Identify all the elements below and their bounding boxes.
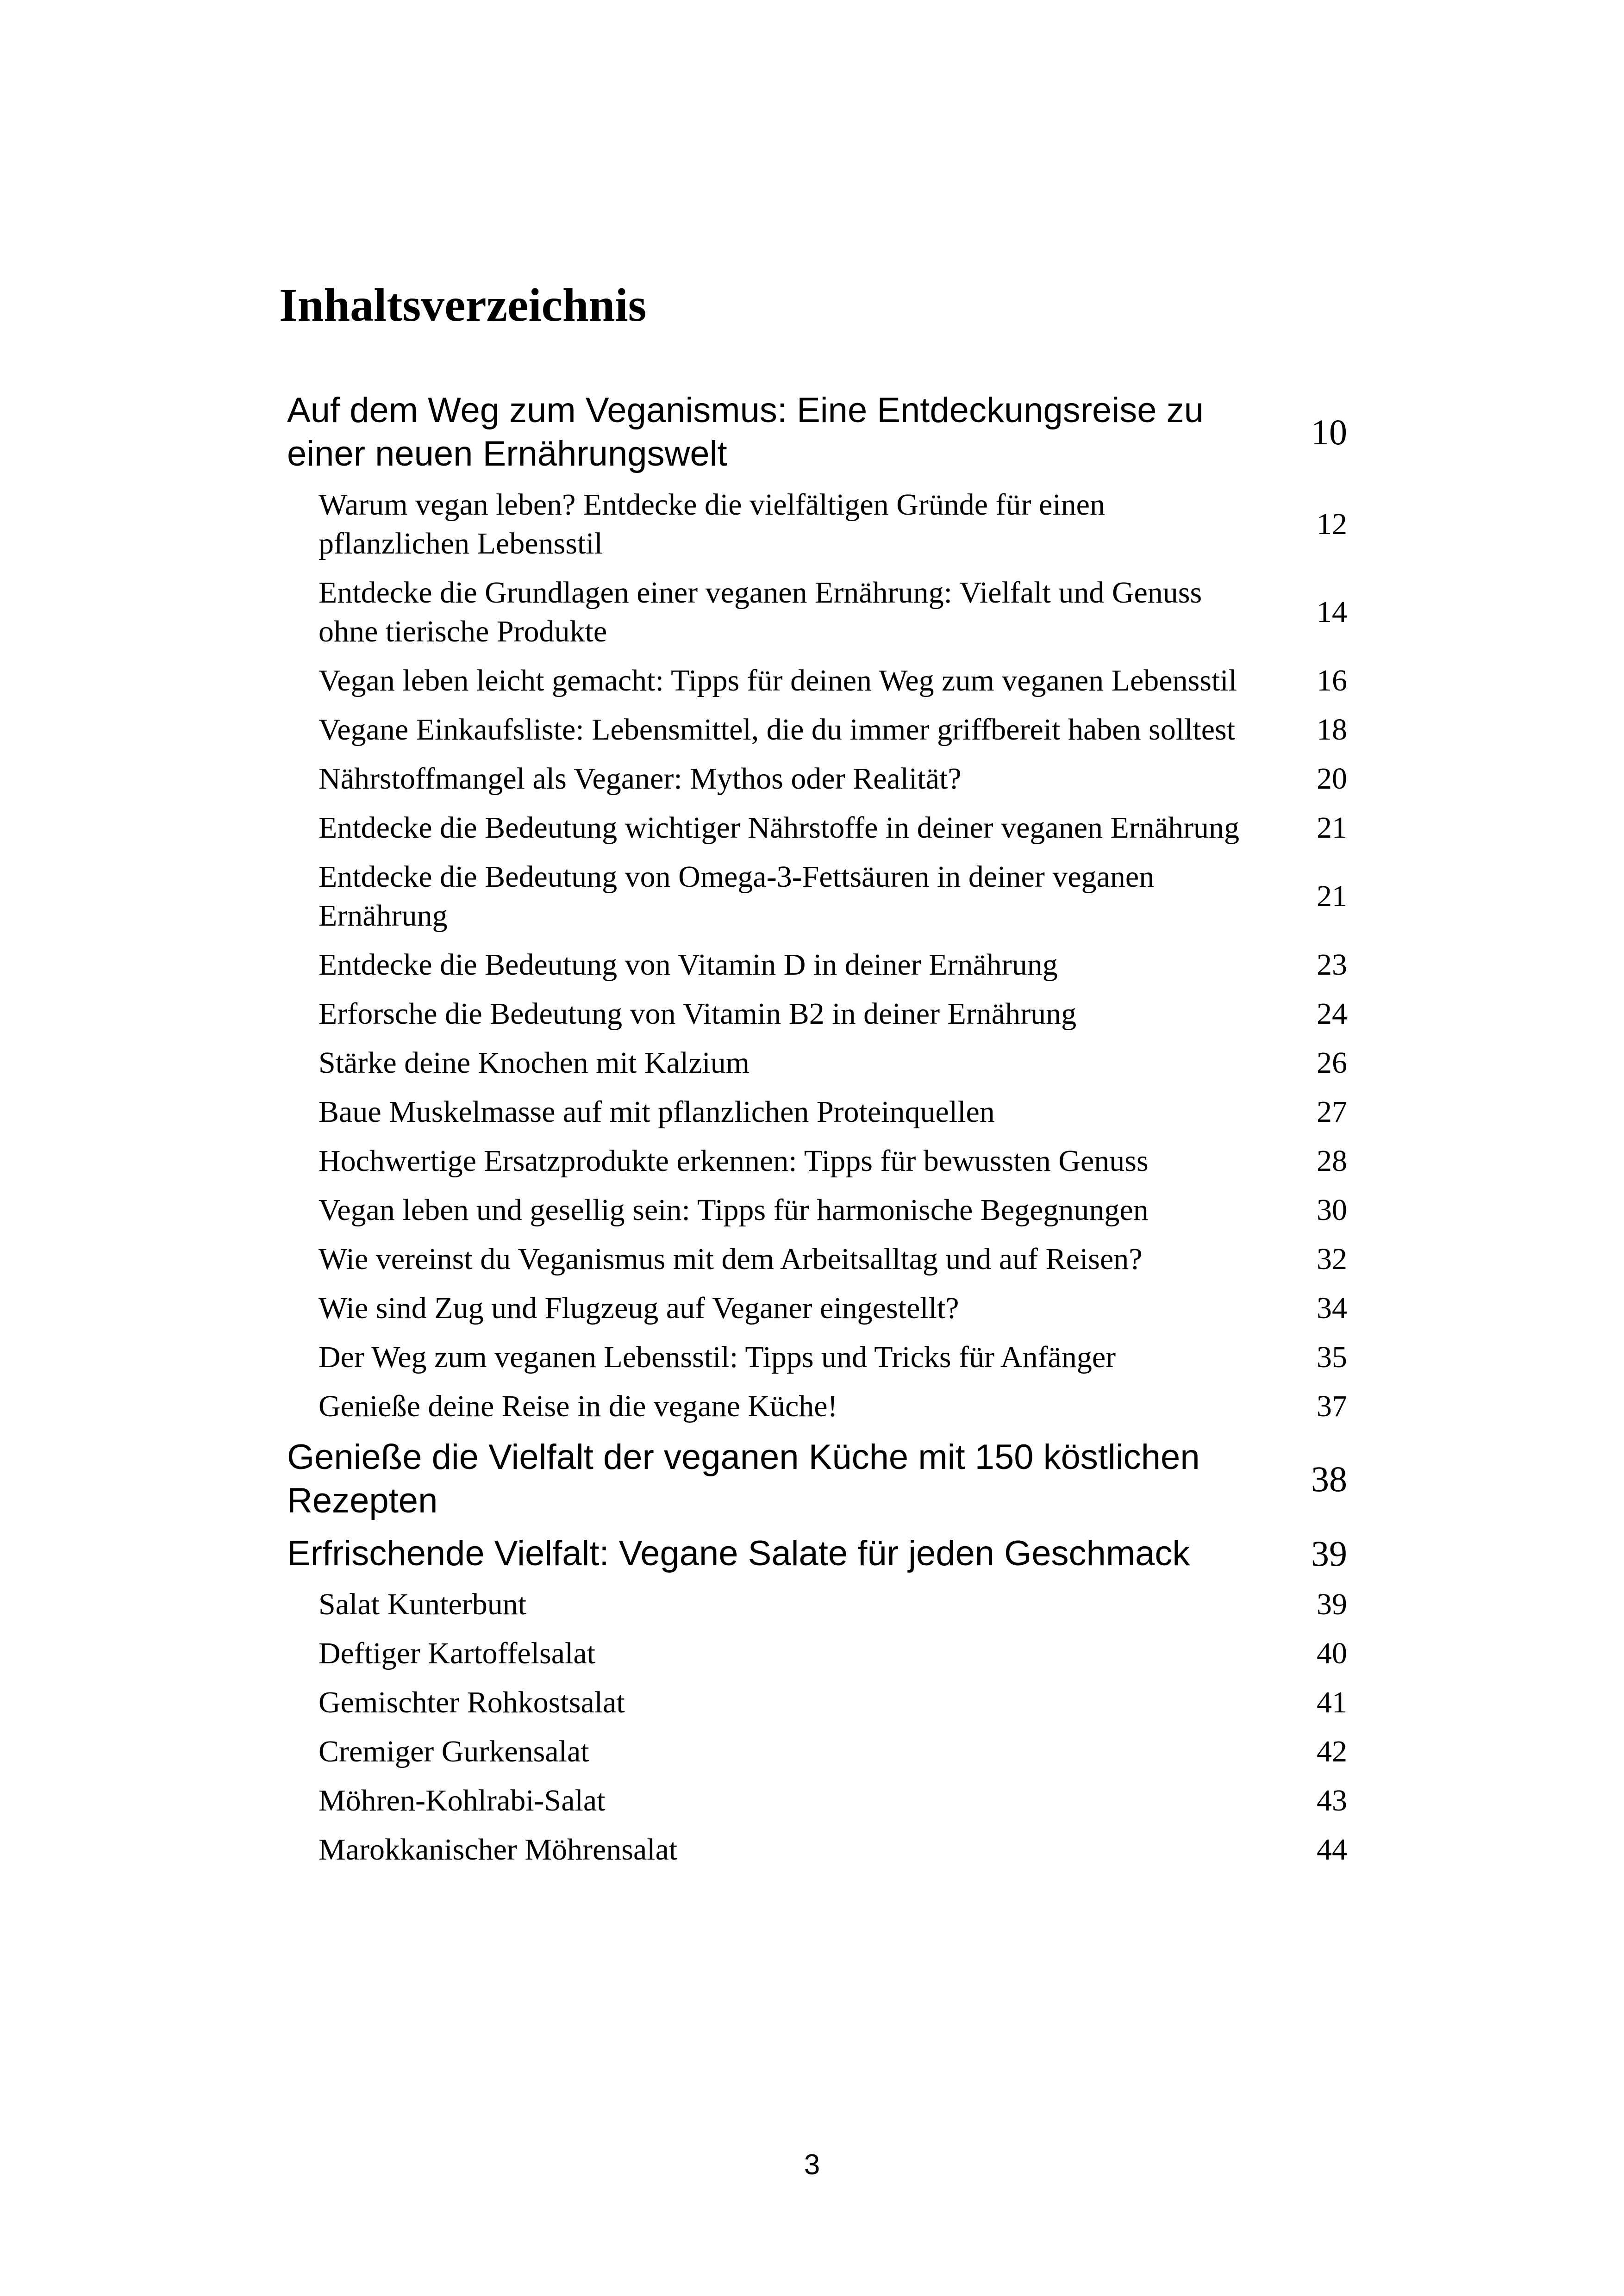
toc-entry-title: Vegan leben und gesellig sein: Tipps für harmonische Begegnungen: [319, 1193, 1149, 1227]
toc-section-entry[interactable]: [287, 754, 1347, 803]
toc-section-entry[interactable]: [287, 1284, 1347, 1333]
toc-entry-page: 38: [1311, 1459, 1347, 1499]
toc-entry-title: Cremiger Gurkensalat: [319, 1735, 589, 1768]
toc-entry-page: 37: [1317, 1389, 1347, 1423]
toc-entry-page: 40: [1317, 1636, 1347, 1670]
toc-entry-title: Nährstoffmangel als Veganer: Mythos oder Realität?: [319, 762, 962, 796]
page-number: 3: [804, 2149, 820, 2181]
toc-entry-title: Baue Muskelmasse auf mit pflanzlichen Proteinquellen: [319, 1095, 995, 1129]
toc-entry-page: 30: [1317, 1193, 1347, 1227]
toc-entry-title: Erforsche die Bedeutung von Vitamin B2 in deiner Ernährung: [319, 997, 1077, 1031]
toc-entry-title: Entdecke die Bedeutung wichtiger Nährstoffe in deiner veganen Ernährung: [319, 811, 1240, 845]
toc-entry-page: 42: [1317, 1735, 1347, 1768]
toc-entry-title: Deftiger Kartoffelsalat: [319, 1636, 595, 1670]
toc-entry-title: Auf dem Weg zum Veganismus: Eine Entdeckungsreise zu einer neuen Ernährungswelt: [287, 391, 1204, 473]
toc-section-entry[interactable]: [287, 1580, 1347, 1629]
toc-entry-title: Warum vegan leben? Entdecke die vielfältigen Gründe für einen pflanzlichen Lebensstil: [319, 488, 1105, 560]
toc-entry-page: 24: [1317, 997, 1347, 1031]
toc-entry-title: Salat Kunterbunt: [319, 1587, 527, 1621]
toc-entry-page: 41: [1317, 1686, 1347, 1719]
toc-entry-page: 27: [1317, 1095, 1347, 1129]
toc-entry-title: Wie sind Zug und Flugzeug auf Veganer eingestellt?: [319, 1291, 959, 1325]
toc-entry-page: 14: [1317, 595, 1347, 629]
toc-entry-page: 10: [1311, 412, 1347, 452]
toc-entry-title: Erfrischende Vielfalt: Vegane Salate für jeden Geschmack: [287, 1534, 1190, 1573]
toc-entry-title: Wie vereinst du Veganismus mit dem Arbeitsalltag und auf Reisen?: [319, 1242, 1143, 1276]
toc-section-entry[interactable]: [287, 1235, 1347, 1284]
toc-section-entry[interactable]: [287, 1776, 1347, 1825]
toc-entry-page: 26: [1317, 1046, 1347, 1080]
toc-section-entry[interactable]: [287, 480, 1347, 568]
toc-entry-title: Entdecke die Grundlagen einer veganen Ernährung: Vielfalt und Genuss ohne tierische Produkte: [319, 576, 1202, 648]
page-title: Inhaltsverzeichnis: [279, 279, 647, 331]
toc-entry-title: Genieße die Vielfalt der veganen Küche mit 150 köstlichen Rezepten: [287, 1437, 1200, 1520]
toc-entry-page: 12: [1317, 507, 1347, 541]
toc-entry-page: 44: [1317, 1833, 1347, 1867]
toc-section-entry[interactable]: [287, 1088, 1347, 1137]
toc-section-entry[interactable]: [287, 1727, 1347, 1776]
toc-section-entry[interactable]: [287, 1186, 1347, 1235]
toc-chapter-entry[interactable]: [287, 1527, 1347, 1580]
toc-entry-page: 35: [1317, 1340, 1347, 1374]
toc-section-entry[interactable]: [287, 989, 1347, 1039]
toc-section-entry[interactable]: [287, 803, 1347, 852]
toc-section-entry[interactable]: [287, 568, 1347, 656]
toc-entry-page: 39: [1311, 1533, 1347, 1574]
toc-entry-title: Entdecke die Bedeutung von Omega-3-Fettsäuren in deiner veganen Ernährung: [319, 860, 1155, 933]
toc-entry-title: Marokkanischer Möhrensalat: [319, 1833, 678, 1867]
toc-entry-title: Vegan leben leicht gemacht: Tipps für deinen Weg zum veganen Lebensstil: [319, 664, 1237, 697]
toc-section-entry[interactable]: [287, 940, 1347, 989]
toc-entry-page: 23: [1317, 948, 1347, 982]
table-of-contents: [287, 384, 1347, 1874]
toc-section-entry[interactable]: [287, 1825, 1347, 1874]
toc-chapter-entry[interactable]: [287, 1431, 1347, 1527]
toc-entry-title: Der Weg zum veganen Lebensstil: Tipps und Tricks für Anfänger: [319, 1340, 1116, 1374]
toc-entry-title: Vegane Einkaufsliste: Lebensmittel, die du immer griffbereit haben solltest: [319, 713, 1236, 747]
toc-entry-page: 18: [1317, 713, 1347, 747]
toc-entry-page: 34: [1317, 1291, 1347, 1325]
toc-section-entry[interactable]: [287, 1629, 1347, 1678]
toc-chapter-entry[interactable]: [287, 384, 1347, 480]
toc-entry-page: 39: [1317, 1587, 1347, 1621]
toc-section-entry[interactable]: [287, 705, 1347, 754]
toc-section-entry[interactable]: [287, 1137, 1347, 1186]
toc-section-entry[interactable]: [287, 1039, 1347, 1088]
toc-section-entry[interactable]: [287, 1333, 1347, 1382]
toc-entry-page: 16: [1317, 664, 1347, 697]
toc-section-entry[interactable]: [287, 656, 1347, 705]
toc-entry-page: 21: [1317, 811, 1347, 845]
toc-entry-page: 20: [1317, 762, 1347, 796]
toc-entry-page: 21: [1317, 879, 1347, 913]
toc-entry-title: Möhren-Kohlrabi-Salat: [319, 1784, 606, 1817]
toc-entry-page: 43: [1317, 1784, 1347, 1817]
toc-section-entry[interactable]: [287, 852, 1347, 940]
toc-entry-title: Entdecke die Bedeutung von Vitamin D in deiner Ernährung: [319, 948, 1058, 982]
toc-section-entry[interactable]: [287, 1382, 1347, 1431]
toc-entry-title: Hochwertige Ersatzprodukte erkennen: Tipps für bewussten Genuss: [319, 1144, 1149, 1178]
toc-entry-title: Genieße deine Reise in die vegane Küche!: [319, 1389, 838, 1423]
toc-entry-title: Stärke deine Knochen mit Kalzium: [319, 1046, 750, 1080]
toc-entry-title: Gemischter Rohkostsalat: [319, 1686, 625, 1719]
toc-entry-page: 28: [1317, 1144, 1347, 1178]
toc-entry-page: 32: [1317, 1242, 1347, 1276]
toc-section-entry[interactable]: [287, 1678, 1347, 1727]
